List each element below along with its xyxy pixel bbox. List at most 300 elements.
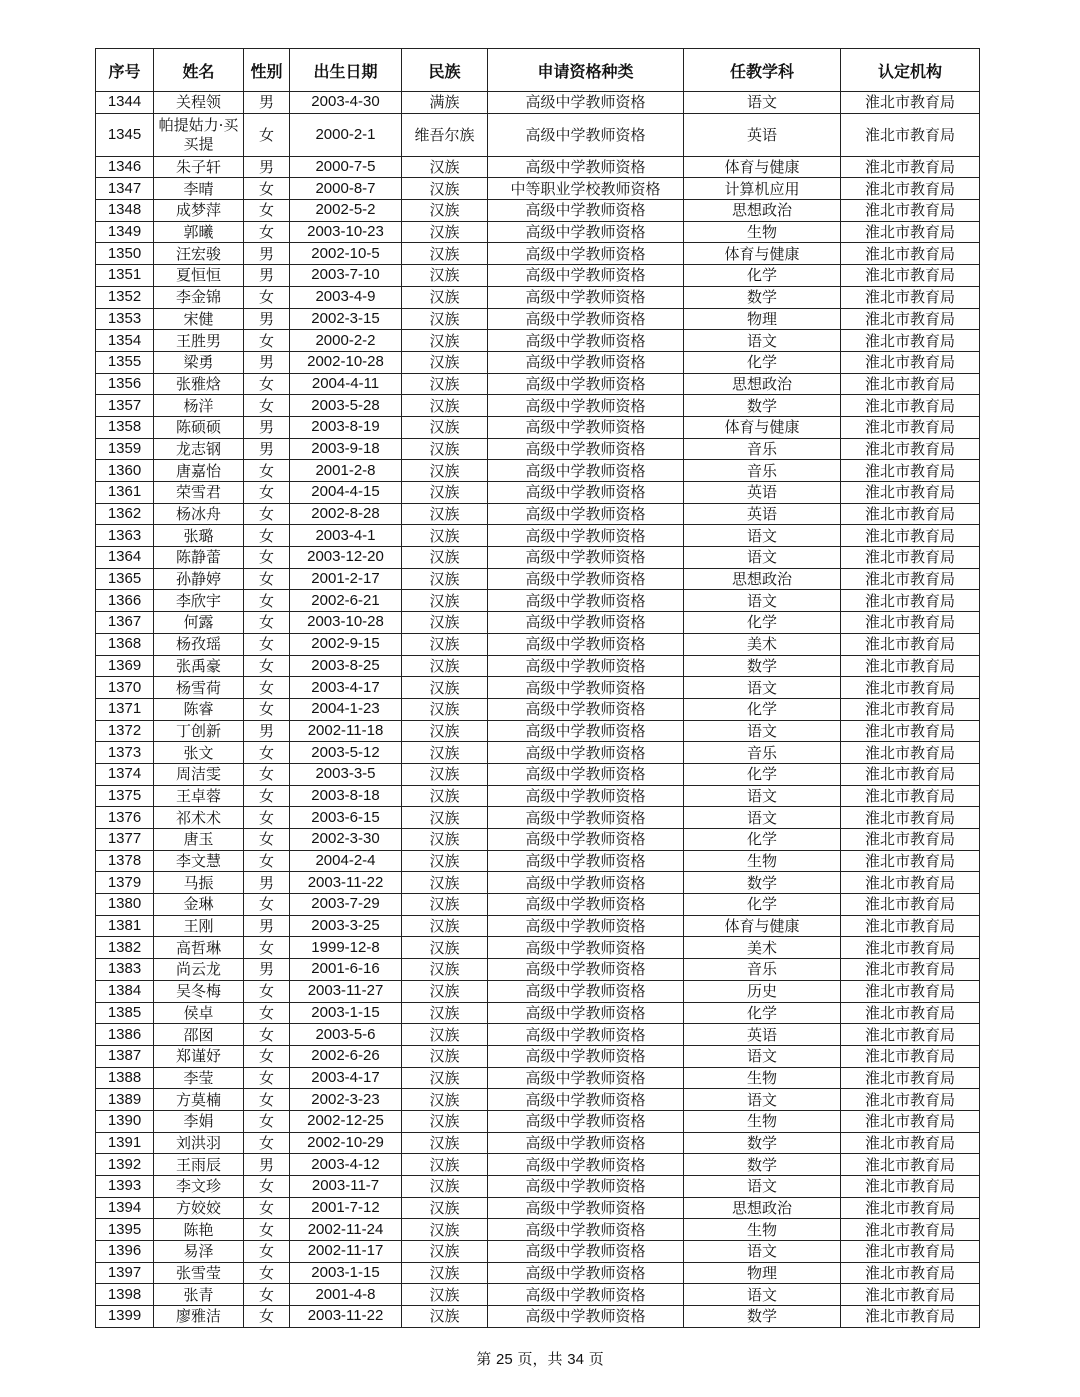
table-row <box>96 330 980 352</box>
name-cell: 王雨辰 <box>154 1154 244 1176</box>
qualification-type-cell: 高级中学教师资格 <box>488 265 684 287</box>
header-row <box>96 49 980 92</box>
authority-cell: 淮北市教育局 <box>841 742 980 764</box>
qualification-type-cell: 高级中学教师资格 <box>488 1110 684 1132</box>
serial-cell: 1394 <box>96 1197 154 1219</box>
birthdate-cell: 2003-5-6 <box>290 1024 402 1046</box>
birthdate-cell: 2003-4-17 <box>290 677 402 699</box>
current-page-number: 25 <box>496 1351 513 1368</box>
serial-cell: 1397 <box>96 1262 154 1284</box>
gender-cell: 女 <box>244 742 290 764</box>
qualification-type-cell: 高级中学教师资格 <box>488 113 684 156</box>
table-row <box>96 113 980 156</box>
serial-cell: 1360 <box>96 460 154 482</box>
serial-cell: 1373 <box>96 742 154 764</box>
qualification-type-cell: 高级中学教师资格 <box>488 742 684 764</box>
name-cell: 汪宏骏 <box>154 243 244 265</box>
qualification-type-cell: 高级中学教师资格 <box>488 1132 684 1154</box>
birthdate-cell: 2002-11-24 <box>290 1219 402 1241</box>
subject-cell: 音乐 <box>684 460 841 482</box>
authority-cell: 淮北市教育局 <box>841 503 980 525</box>
qualification-type-cell: 高级中学教师资格 <box>488 1262 684 1284</box>
birthdate-cell: 2002-10-5 <box>290 243 402 265</box>
qualification-type-cell: 高级中学教师资格 <box>488 1306 684 1328</box>
name-cell: 张禹豪 <box>154 655 244 677</box>
header-gender: 性别 <box>244 49 290 92</box>
authority-cell: 淮北市教育局 <box>841 1241 980 1263</box>
table-row <box>96 1306 980 1328</box>
ethnicity-cell: 汉族 <box>402 1002 488 1024</box>
ethnicity-cell: 汉族 <box>402 1284 488 1306</box>
table-row <box>96 742 980 764</box>
birthdate-cell: 1999-12-8 <box>290 937 402 959</box>
gender-cell: 女 <box>244 1089 290 1111</box>
table-row <box>96 829 980 851</box>
subject-cell: 数学 <box>684 286 841 308</box>
ethnicity-cell: 汉族 <box>402 850 488 872</box>
birthdate-cell: 2003-4-9 <box>290 286 402 308</box>
name-cell: 李文慧 <box>154 850 244 872</box>
ethnicity-cell: 汉族 <box>402 677 488 699</box>
authority-cell: 淮北市教育局 <box>841 872 980 894</box>
serial-cell: 1349 <box>96 221 154 243</box>
authority-cell: 淮北市教育局 <box>841 980 980 1002</box>
table-row <box>96 698 980 720</box>
serial-cell: 1348 <box>96 200 154 222</box>
serial-cell: 1399 <box>96 1306 154 1328</box>
name-cell: 邵囡 <box>154 1024 244 1046</box>
serial-cell: 1389 <box>96 1089 154 1111</box>
table-row <box>96 1002 980 1024</box>
subject-cell: 化学 <box>684 763 841 785</box>
name-cell: 张青 <box>154 1284 244 1306</box>
qualification-type-cell: 高级中学教师资格 <box>488 438 684 460</box>
serial-cell: 1362 <box>96 503 154 525</box>
gender-cell: 男 <box>244 308 290 330</box>
table-row <box>96 265 980 287</box>
gender-cell: 女 <box>244 330 290 352</box>
gender-cell: 女 <box>244 1067 290 1089</box>
birthdate-cell: 2003-11-22 <box>290 872 402 894</box>
ethnicity-cell: 汉族 <box>402 1045 488 1067</box>
name-cell: 金琳 <box>154 894 244 916</box>
authority-cell: 淮北市教育局 <box>841 1132 980 1154</box>
authority-cell: 淮北市教育局 <box>841 113 980 156</box>
serial-cell: 1385 <box>96 1002 154 1024</box>
authority-cell: 淮北市教育局 <box>841 1045 980 1067</box>
gender-cell: 男 <box>244 959 290 981</box>
serial-cell: 1374 <box>96 763 154 785</box>
birthdate-cell: 2003-7-10 <box>290 265 402 287</box>
table-row <box>96 568 980 590</box>
birthdate-cell: 2003-5-28 <box>290 395 402 417</box>
birthdate-cell: 2002-9-15 <box>290 633 402 655</box>
ethnicity-cell: 汉族 <box>402 568 488 590</box>
name-cell: 马振 <box>154 872 244 894</box>
subject-cell: 体育与健康 <box>684 915 841 937</box>
ethnicity-cell: 汉族 <box>402 763 488 785</box>
table-row <box>96 547 980 569</box>
subject-cell: 英语 <box>684 1024 841 1046</box>
name-cell: 周洁雯 <box>154 763 244 785</box>
birthdate-cell: 2002-8-28 <box>290 503 402 525</box>
ethnicity-cell: 汉族 <box>402 1132 488 1154</box>
birthdate-cell: 2003-4-30 <box>290 92 402 114</box>
authority-cell: 淮北市教育局 <box>841 330 980 352</box>
ethnicity-cell: 汉族 <box>402 915 488 937</box>
table-row <box>96 156 980 178</box>
table-row <box>96 416 980 438</box>
gender-cell: 女 <box>244 655 290 677</box>
subject-cell: 数学 <box>684 872 841 894</box>
header-birthdate: 出生日期 <box>290 49 402 92</box>
name-cell: 陈硕硕 <box>154 416 244 438</box>
qualification-type-cell: 高级中学教师资格 <box>488 959 684 981</box>
subject-cell: 语文 <box>684 1284 841 1306</box>
qualification-type-cell: 高级中学教师资格 <box>488 677 684 699</box>
name-cell: 廖雅洁 <box>154 1306 244 1328</box>
gender-cell: 男 <box>244 92 290 114</box>
serial-cell: 1356 <box>96 373 154 395</box>
birthdate-cell: 2003-4-17 <box>290 1067 402 1089</box>
qualification-type-cell: 高级中学教师资格 <box>488 1241 684 1263</box>
table-row <box>96 286 980 308</box>
subject-cell: 生物 <box>684 850 841 872</box>
authority-cell: 淮北市教育局 <box>841 937 980 959</box>
table-row <box>96 807 980 829</box>
birthdate-cell: 2003-11-7 <box>290 1176 402 1198</box>
serial-cell: 1350 <box>96 243 154 265</box>
table-row <box>96 894 980 916</box>
qualification-type-cell: 高级中学教师资格 <box>488 286 684 308</box>
ethnicity-cell: 汉族 <box>402 178 488 200</box>
table-row <box>96 1089 980 1111</box>
name-cell: 杨洋 <box>154 395 244 417</box>
subject-cell: 体育与健康 <box>684 416 841 438</box>
subject-cell: 化学 <box>684 265 841 287</box>
name-cell: 吴冬梅 <box>154 980 244 1002</box>
gender-cell: 男 <box>244 243 290 265</box>
table-row <box>96 503 980 525</box>
serial-cell: 1353 <box>96 308 154 330</box>
ethnicity-cell: 汉族 <box>402 1024 488 1046</box>
subject-cell: 生物 <box>684 1067 841 1089</box>
table-row <box>96 677 980 699</box>
ethnicity-cell: 汉族 <box>402 265 488 287</box>
gender-cell: 女 <box>244 612 290 634</box>
birthdate-cell: 2001-2-8 <box>290 460 402 482</box>
gender-cell: 女 <box>244 937 290 959</box>
table-row <box>96 1154 980 1176</box>
qualification-type-cell: 高级中学教师资格 <box>488 850 684 872</box>
serial-cell: 1367 <box>96 612 154 634</box>
name-cell: 陈静蕾 <box>154 547 244 569</box>
birthdate-cell: 2002-5-2 <box>290 200 402 222</box>
serial-cell: 1382 <box>96 937 154 959</box>
qualification-type-cell: 高级中学教师资格 <box>488 221 684 243</box>
gender-cell: 女 <box>244 200 290 222</box>
name-cell: 王胜男 <box>154 330 244 352</box>
serial-cell: 1387 <box>96 1045 154 1067</box>
authority-cell: 淮北市教育局 <box>841 1176 980 1198</box>
table-row <box>96 785 980 807</box>
name-cell: 龙志钢 <box>154 438 244 460</box>
serial-cell: 1361 <box>96 482 154 504</box>
subject-cell: 语文 <box>684 590 841 612</box>
table-row <box>96 655 980 677</box>
gender-cell: 女 <box>244 221 290 243</box>
serial-cell: 1384 <box>96 980 154 1002</box>
qualification-type-cell: 高级中学教师资格 <box>488 785 684 807</box>
ethnicity-cell: 汉族 <box>402 156 488 178</box>
ethnicity-cell: 汉族 <box>402 698 488 720</box>
qualification-type-cell: 中等职业学校教师资格 <box>488 178 684 200</box>
birthdate-cell: 2000-8-7 <box>290 178 402 200</box>
birthdate-cell: 2003-5-12 <box>290 742 402 764</box>
authority-cell: 淮北市教育局 <box>841 1089 980 1111</box>
authority-cell: 淮北市教育局 <box>841 1284 980 1306</box>
ethnicity-cell: 汉族 <box>402 785 488 807</box>
qualification-type-cell: 高级中学教师资格 <box>488 720 684 742</box>
name-cell: 杨雪荷 <box>154 677 244 699</box>
name-cell: 宋健 <box>154 308 244 330</box>
qualification-type-cell: 高级中学教师资格 <box>488 1089 684 1111</box>
serial-cell: 1365 <box>96 568 154 590</box>
qualification-type-cell: 高级中学教师资格 <box>488 937 684 959</box>
table-row <box>96 1067 980 1089</box>
table-row <box>96 763 980 785</box>
ethnicity-cell: 汉族 <box>402 959 488 981</box>
gender-cell: 男 <box>244 265 290 287</box>
subject-cell: 生物 <box>684 221 841 243</box>
qualification-type-cell: 高级中学教师资格 <box>488 698 684 720</box>
birthdate-cell: 2003-7-29 <box>290 894 402 916</box>
birthdate-cell: 2003-8-25 <box>290 655 402 677</box>
table-row <box>96 92 980 114</box>
authority-cell: 淮北市教育局 <box>841 590 980 612</box>
table-row <box>96 915 980 937</box>
qualification-type-cell: 高级中学教师资格 <box>488 894 684 916</box>
name-cell: 孙静婷 <box>154 568 244 590</box>
table-header <box>96 49 980 92</box>
serial-cell: 1396 <box>96 1241 154 1263</box>
qualification-type-cell: 高级中学教师资格 <box>488 590 684 612</box>
table-row <box>96 243 980 265</box>
authority-cell: 淮北市教育局 <box>841 1306 980 1328</box>
birthdate-cell: 2002-3-30 <box>290 829 402 851</box>
authority-cell: 淮北市教育局 <box>841 612 980 634</box>
gender-cell: 女 <box>244 807 290 829</box>
serial-cell: 1393 <box>96 1176 154 1198</box>
table-row <box>96 200 980 222</box>
ethnicity-cell: 汉族 <box>402 1306 488 1328</box>
serial-cell: 1358 <box>96 416 154 438</box>
birthdate-cell: 2002-10-28 <box>290 351 402 373</box>
qualification-type-cell: 高级中学教师资格 <box>488 807 684 829</box>
serial-cell: 1390 <box>96 1110 154 1132</box>
qualification-type-cell: 高级中学教师资格 <box>488 1154 684 1176</box>
authority-cell: 淮北市教育局 <box>841 785 980 807</box>
ethnicity-cell: 汉族 <box>402 438 488 460</box>
serial-cell: 1346 <box>96 156 154 178</box>
gender-cell: 女 <box>244 1110 290 1132</box>
gender-cell: 女 <box>244 677 290 699</box>
gender-cell: 女 <box>244 1262 290 1284</box>
qualification-type-cell: 高级中学教师资格 <box>488 482 684 504</box>
subject-cell: 化学 <box>684 894 841 916</box>
gender-cell: 男 <box>244 156 290 178</box>
subject-cell: 思想政治 <box>684 200 841 222</box>
name-cell: 帕提姑力·买买提 <box>154 113 244 156</box>
serial-cell: 1372 <box>96 720 154 742</box>
birthdate-cell: 2002-6-21 <box>290 590 402 612</box>
table-row <box>96 1197 980 1219</box>
header-qualification-type: 申请资格种类 <box>488 49 684 92</box>
qualification-type-cell: 高级中学教师资格 <box>488 1284 684 1306</box>
birthdate-cell: 2003-3-25 <box>290 915 402 937</box>
birthdate-cell: 2002-12-25 <box>290 1110 402 1132</box>
name-cell: 王卓蓉 <box>154 785 244 807</box>
footer-middle: 页，共 <box>517 1350 563 1368</box>
serial-cell: 1352 <box>96 286 154 308</box>
qualification-type-cell: 高级中学教师资格 <box>488 829 684 851</box>
header-serial: 序号 <box>96 49 154 92</box>
authority-cell: 淮北市教育局 <box>841 221 980 243</box>
gender-cell: 女 <box>244 1219 290 1241</box>
birthdate-cell: 2003-1-15 <box>290 1262 402 1284</box>
name-cell: 夏恒恒 <box>154 265 244 287</box>
ethnicity-cell: 汉族 <box>402 1067 488 1089</box>
table-row <box>96 1241 980 1263</box>
gender-cell: 男 <box>244 438 290 460</box>
authority-cell: 淮北市教育局 <box>841 698 980 720</box>
ethnicity-cell: 汉族 <box>402 482 488 504</box>
authority-cell: 淮北市教育局 <box>841 894 980 916</box>
name-cell: 易泽 <box>154 1241 244 1263</box>
birthdate-cell: 2003-1-15 <box>290 1002 402 1024</box>
gender-cell: 女 <box>244 1306 290 1328</box>
subject-cell: 语文 <box>684 1176 841 1198</box>
serial-cell: 1357 <box>96 395 154 417</box>
subject-cell: 化学 <box>684 1002 841 1024</box>
authority-cell: 淮北市教育局 <box>841 1219 980 1241</box>
authority-cell: 淮北市教育局 <box>841 1024 980 1046</box>
gender-cell: 女 <box>244 763 290 785</box>
authority-cell: 淮北市教育局 <box>841 915 980 937</box>
subject-cell: 数学 <box>684 655 841 677</box>
table-row <box>96 221 980 243</box>
subject-cell: 化学 <box>684 351 841 373</box>
qualification-type-cell: 高级中学教师资格 <box>488 872 684 894</box>
subject-cell: 英语 <box>684 113 841 156</box>
authority-cell: 淮北市教育局 <box>841 807 980 829</box>
name-cell: 朱子轩 <box>154 156 244 178</box>
ethnicity-cell: 汉族 <box>402 807 488 829</box>
subject-cell: 语文 <box>684 547 841 569</box>
footer-prefix: 第 <box>476 1350 492 1368</box>
subject-cell: 美术 <box>684 937 841 959</box>
birthdate-cell: 2002-10-29 <box>290 1132 402 1154</box>
birthdate-cell: 2004-2-4 <box>290 850 402 872</box>
subject-cell: 语文 <box>684 720 841 742</box>
header-ethnicity: 民族 <box>402 49 488 92</box>
qualification-type-cell: 高级中学教师资格 <box>488 200 684 222</box>
serial-cell: 1363 <box>96 525 154 547</box>
name-cell: 李莹 <box>154 1067 244 1089</box>
name-cell: 侯卓 <box>154 1002 244 1024</box>
serial-cell: 1344 <box>96 92 154 114</box>
authority-cell: 淮北市教育局 <box>841 547 980 569</box>
teacher-qualification-table <box>95 48 980 1328</box>
birthdate-cell: 2003-11-22 <box>290 1306 402 1328</box>
name-cell: 唐玉 <box>154 829 244 851</box>
gender-cell: 女 <box>244 113 290 156</box>
table-row <box>96 937 980 959</box>
birthdate-cell: 2000-7-5 <box>290 156 402 178</box>
birthdate-cell: 2003-12-20 <box>290 547 402 569</box>
birthdate-cell: 2001-7-12 <box>290 1197 402 1219</box>
ethnicity-cell: 汉族 <box>402 243 488 265</box>
ethnicity-cell: 汉族 <box>402 980 488 1002</box>
subject-cell: 数学 <box>684 395 841 417</box>
ethnicity-cell: 汉族 <box>402 308 488 330</box>
table-row <box>96 178 980 200</box>
birthdate-cell: 2003-4-1 <box>290 525 402 547</box>
ethnicity-cell: 汉族 <box>402 460 488 482</box>
subject-cell: 数学 <box>684 1132 841 1154</box>
authority-cell: 淮北市教育局 <box>841 1067 980 1089</box>
gender-cell: 女 <box>244 894 290 916</box>
subject-cell: 历史 <box>684 980 841 1002</box>
subject-cell: 物理 <box>684 1262 841 1284</box>
serial-cell: 1368 <box>96 633 154 655</box>
table-row <box>96 1176 980 1198</box>
gender-cell: 男 <box>244 1154 290 1176</box>
subject-cell: 英语 <box>684 503 841 525</box>
ethnicity-cell: 汉族 <box>402 1219 488 1241</box>
birthdate-cell: 2001-2-17 <box>290 568 402 590</box>
header-name: 姓名 <box>154 49 244 92</box>
serial-cell: 1381 <box>96 915 154 937</box>
ethnicity-cell: 汉族 <box>402 1241 488 1263</box>
total-page-count: 34 <box>567 1351 584 1368</box>
subject-cell: 思想政治 <box>684 568 841 590</box>
gender-cell: 女 <box>244 1176 290 1198</box>
ethnicity-cell: 汉族 <box>402 1154 488 1176</box>
ethnicity-cell: 汉族 <box>402 872 488 894</box>
serial-cell: 1398 <box>96 1284 154 1306</box>
authority-cell: 淮北市教育局 <box>841 286 980 308</box>
gender-cell: 女 <box>244 1197 290 1219</box>
authority-cell: 淮北市教育局 <box>841 677 980 699</box>
subject-cell: 思想政治 <box>684 1197 841 1219</box>
serial-cell: 1392 <box>96 1154 154 1176</box>
birthdate-cell: 2003-10-23 <box>290 221 402 243</box>
serial-cell: 1375 <box>96 785 154 807</box>
authority-cell: 淮北市教育局 <box>841 1197 980 1219</box>
name-cell: 丁创新 <box>154 720 244 742</box>
serial-cell: 1347 <box>96 178 154 200</box>
subject-cell: 音乐 <box>684 438 841 460</box>
table-row <box>96 1132 980 1154</box>
authority-cell: 淮北市教育局 <box>841 829 980 851</box>
subject-cell: 音乐 <box>684 959 841 981</box>
qualification-type-cell: 高级中学教师资格 <box>488 1045 684 1067</box>
name-cell: 陈睿 <box>154 698 244 720</box>
name-cell: 李晴 <box>154 178 244 200</box>
qualification-type-cell: 高级中学教师资格 <box>488 1219 684 1241</box>
name-cell: 王刚 <box>154 915 244 937</box>
